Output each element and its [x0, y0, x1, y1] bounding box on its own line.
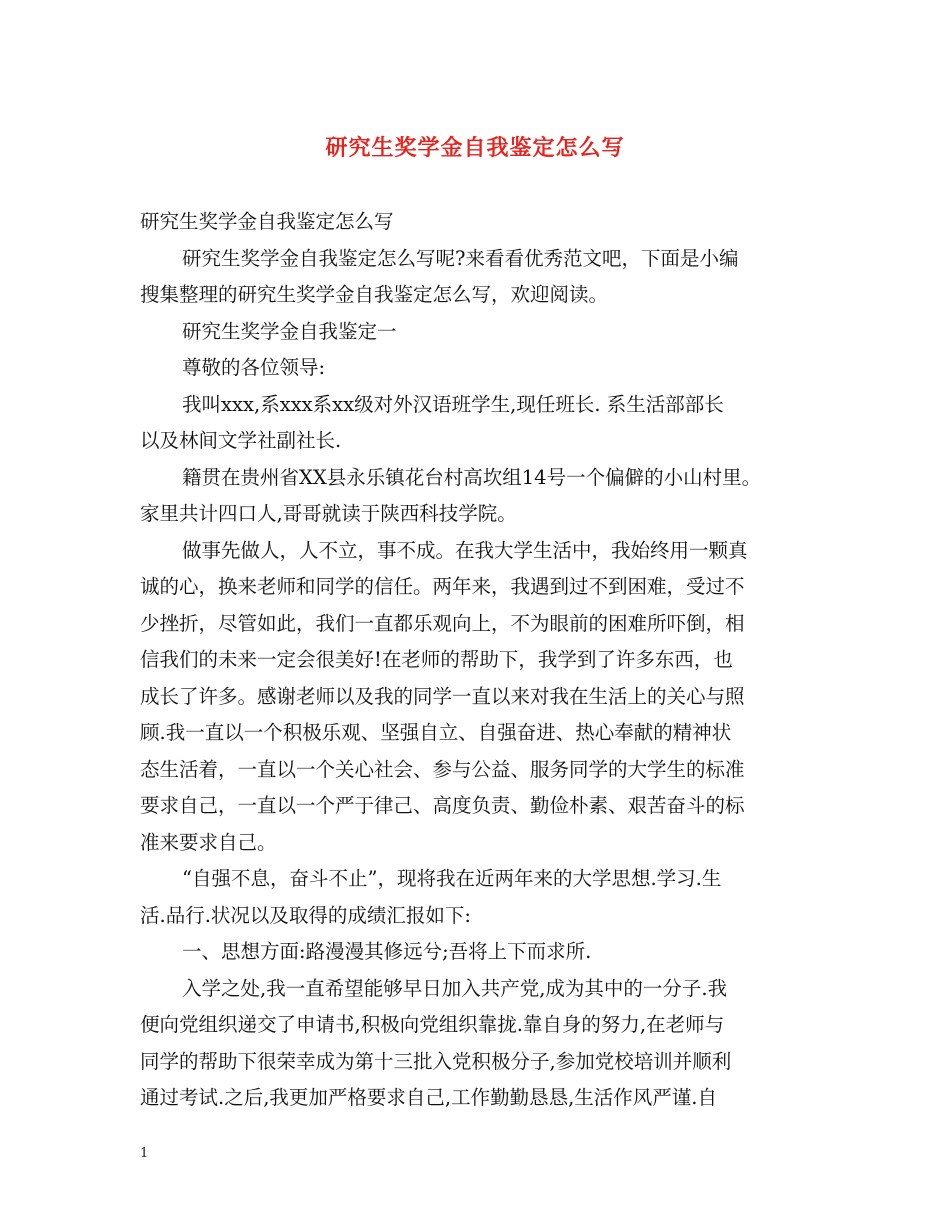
body-line: 做事先做人，人不立，事不成。在我大学生活中，我始终用一颗真 [182, 538, 748, 562]
document-body [140, 204, 815, 1117]
body-line: 态生活着，一直以一个关心社会、参与公益、服务同学的大学生的标准 [140, 757, 745, 781]
body-line: 同学的帮助下很荣幸成为第十三批入党积极分子,参加党校培训并顺利 [140, 1049, 732, 1073]
body-line: 我叫xxx,系xxx系xx级对外汉语班学生,现任班长. 系生活部部长 [182, 392, 724, 416]
body-line: “自强不息，奋斗不止”，现将我在近两年来的大学思想.学习.生 [182, 867, 722, 890]
body-line: 以及林间文学社副社长. [140, 429, 342, 452]
body-line: 成长了许多。感谢老师以及我的同学一直以来对我在生活上的关心与照 [140, 684, 745, 708]
body-line: 便向党组织递交了申请书,积极向党组织靠拢.靠自身的努力,在老师与 [140, 1013, 725, 1036]
body-line: 通过考试.之后,我更加严格要求自己,工作勤勤恳恳,生活作风严谨.自 [140, 1086, 717, 1109]
body-line: 少挫折，尽管如此，我们一直都乐观向上，不为眼前的困难所吓倒，相 [140, 611, 745, 635]
body-line: 信我们的未来一定会很美好!在老师的帮助下，我学到了许多东西，也 [140, 648, 733, 671]
body-line: 家里共计四口人,哥哥就读于陕西科技学院。 [140, 502, 517, 525]
body-line: 入学之处,我一直希望能够早日加入共产党,成为其中的一分子.我 [182, 976, 728, 1000]
body-line: 要求自己，一直以一个严于律己、高度负责、勤俭朴素、艰苦奋斗的标 [140, 794, 745, 817]
body-line: 诚的心，换来老师和同学的信任。两年来，我遇到过不到困难，受过不 [140, 575, 745, 598]
body-line: 搜集整理的研究生奖学金自我鉴定怎么写，欢迎阅读。 [140, 283, 609, 306]
body-line: 研究生奖学金自我鉴定一 [182, 319, 397, 343]
page-number: 1 [140, 1146, 149, 1161]
body-line: 研究生奖学金自我鉴定怎么写呢?来看看优秀范文吧，下面是小编 [182, 246, 739, 270]
body-line: 研究生奖学金自我鉴定怎么写 [140, 210, 394, 233]
document-title: 研究生奖学金自我鉴定怎么写 [325, 135, 625, 161]
body-line: 尊敬的各位领导: [182, 356, 326, 379]
body-line: 一、思想方面:路漫漫其修远兮;吾将上下而求所. [182, 940, 592, 963]
body-line: 活.品行.状况以及取得的成绩汇报如下: [140, 903, 471, 927]
body-line: 籍贯在贵州省XX县永乐镇花台村高坎组14号一个偏僻的小山村里。 [182, 465, 762, 489]
body-line: 顾.我一直以一个积极乐观、坚强自立、自强奋进、热心奉献的精神状 [140, 721, 732, 744]
body-line: 准来要求自己。 [140, 830, 277, 854]
